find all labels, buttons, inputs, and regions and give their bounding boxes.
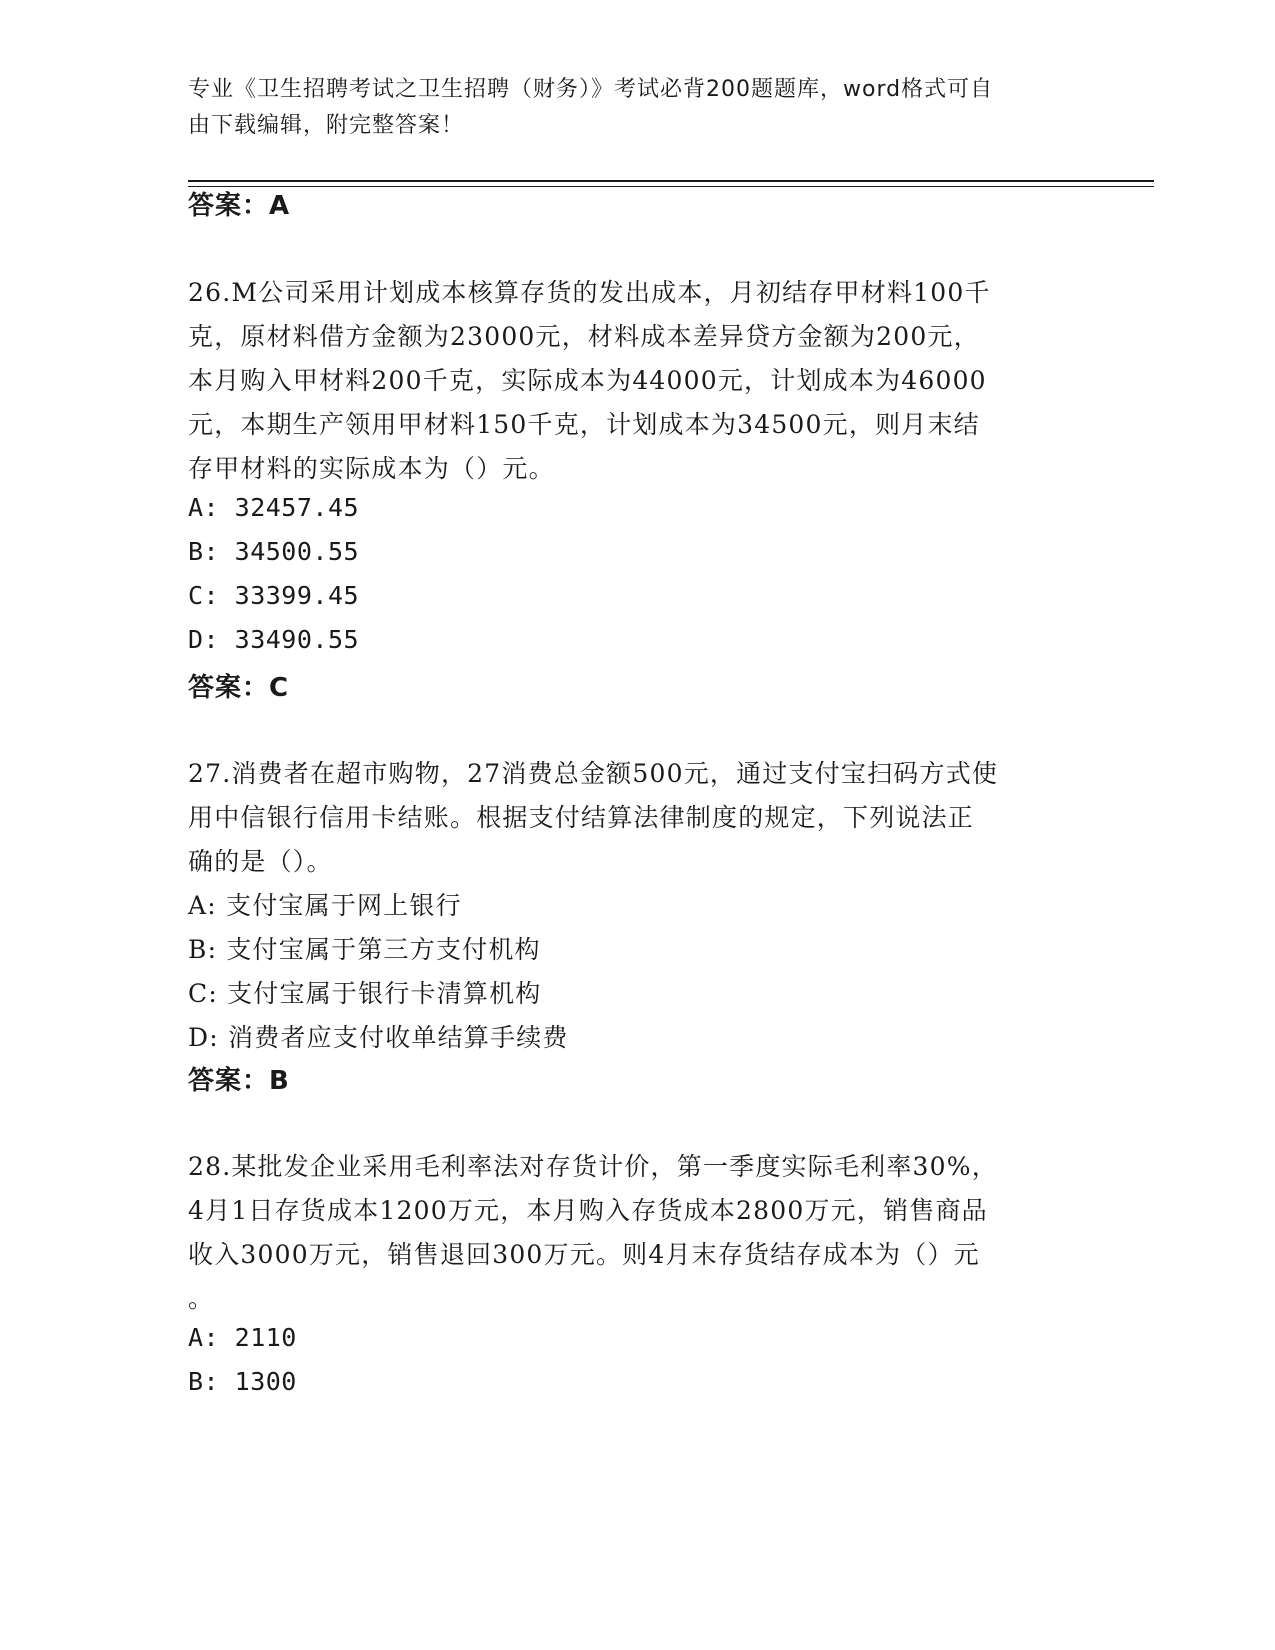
question-26-option-b: B: 34500.55 bbox=[188, 537, 360, 566]
document-header bbox=[188, 72, 1068, 144]
question-27-line-3: 确的是（）。 bbox=[188, 847, 333, 876]
question-27-line-1: 27.消费者在超市购物，27消费总金额500元，通过支付宝扫码方式使 bbox=[188, 759, 999, 788]
question-26-line-1: 26.M公司采用计划成本核算存货的发出成本，月初结存甲材料100千 bbox=[188, 278, 991, 307]
question-28-option-a: A: 2110 bbox=[188, 1323, 297, 1352]
question-27-option-a: A: 支付宝属于网上银行 bbox=[188, 891, 462, 920]
answer-q27: 答案：B bbox=[188, 1066, 290, 1096]
question-28-option-b: B: 1300 bbox=[188, 1367, 297, 1396]
question-27-option-d: D: 消费者应支付收单结算手续费 bbox=[188, 1023, 569, 1052]
question-28-line-1: 28.某批发企业采用毛利率法对存货计价，第一季度实际毛利率30%， bbox=[188, 1152, 998, 1181]
question-26-line-3: 本月购入甲材料200千克，实际成本为44000元，计划成本为46000 bbox=[188, 366, 987, 395]
answer-q26: 答案：C bbox=[188, 673, 290, 703]
question-28-line-4: 。 bbox=[188, 1284, 215, 1313]
question-26-line-5: 存甲材料的实际成本为（）元。 bbox=[188, 454, 555, 483]
question-26-line-2: 克，原材料借方金额为23000元，材料成本差异贷方金额为200元， bbox=[188, 322, 980, 351]
question-26-line-4: 元，本期生产领用甲材料150千克，计划成本为34500元，则月末结 bbox=[188, 410, 980, 439]
question-27-option-b: B: 支付宝属于第三方支付机构 bbox=[188, 935, 541, 964]
question-26-option-a: A: 32457.45 bbox=[188, 493, 360, 522]
question-26-option-d: D: 33490.55 bbox=[188, 625, 360, 654]
question-28-line-3: 收入3000万元，销售退回300万元。则4月末存货结存成本为（）元 bbox=[188, 1240, 980, 1269]
question-27-option-c: C: 支付宝属于银行卡清算机构 bbox=[188, 979, 542, 1008]
question-28-line-2: 4月1日存货成本1200万元，本月购入存货成本2800万元，销售商品 bbox=[188, 1196, 988, 1225]
header-line-2: 由下载编辑，附完整答案！ bbox=[188, 113, 465, 138]
answer-q25: 答案：A bbox=[188, 191, 291, 221]
question-26-option-c: C: 33399.45 bbox=[188, 581, 360, 610]
header-divider-thin bbox=[188, 186, 1154, 187]
question-27-line-2: 用中信银行信用卡结账。根据支付结算法律制度的规定，下列说法正 bbox=[188, 803, 975, 832]
header-line-1: 专业《卫生招聘考试之卫生招聘（财务）》考试必背200题题库，word格式可自 bbox=[188, 77, 994, 102]
header-divider-thick bbox=[188, 180, 1154, 182]
